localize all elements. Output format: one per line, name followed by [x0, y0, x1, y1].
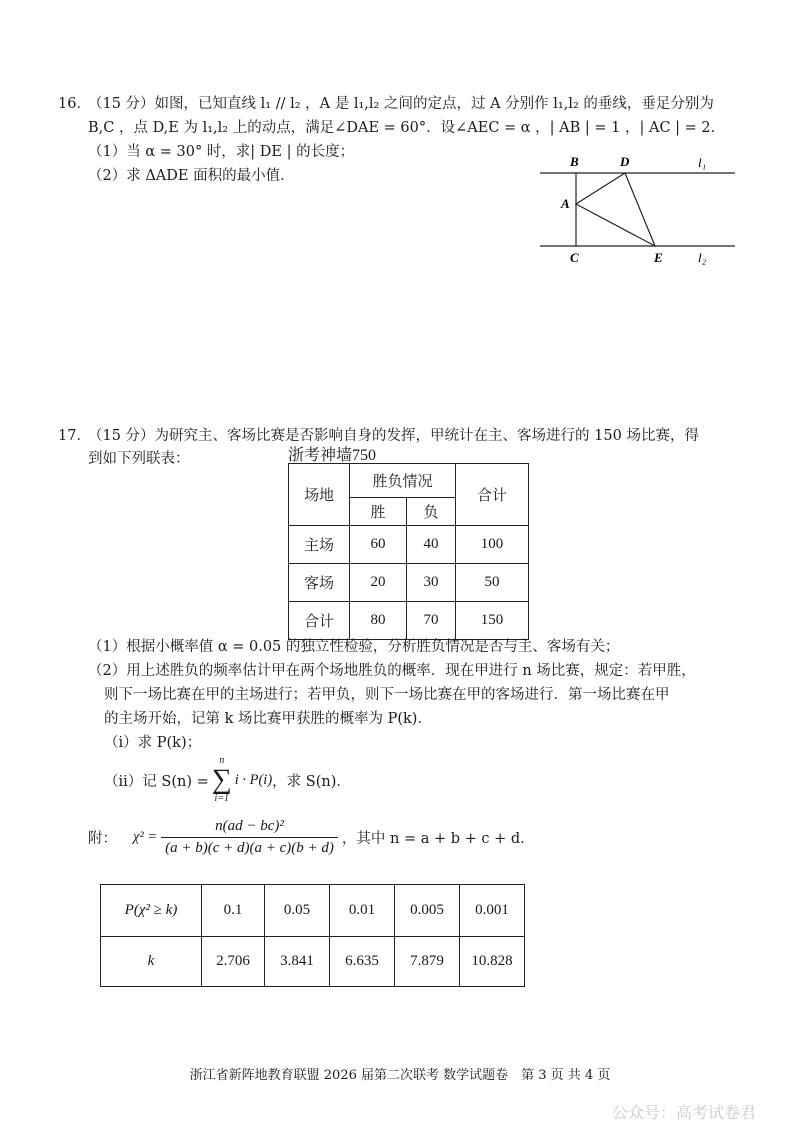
cell-win: 80	[350, 602, 407, 640]
cell-loss: 40	[407, 526, 456, 564]
q16-part2: （2）求 ΔADE 面积的最小值．	[88, 168, 295, 184]
label-l2: l₂	[698, 250, 707, 265]
chi-formula	[88, 818, 535, 857]
k-value: 6.635	[330, 937, 395, 987]
label-l1: l₁	[698, 155, 707, 170]
q17-number: 17．	[58, 428, 91, 444]
label-e: E	[654, 250, 663, 265]
header-loss: 负	[407, 498, 456, 526]
q16-part1: （1）当 α = 30° 时，求| DE | 的长度；	[88, 144, 355, 160]
k-value: 3.841	[265, 937, 330, 987]
cell-total: 150	[456, 602, 529, 640]
cell-loss: 30	[407, 564, 456, 602]
k-value: 7.879	[395, 937, 460, 987]
q17-part2-line1: （2）用上述胜负的频率估计甲在两个场地胜负的概率．现在甲进行 n 场比赛，规定：若甲胜，	[88, 663, 696, 679]
table-row	[289, 526, 529, 564]
table-row	[289, 602, 529, 640]
q16-stem-line2: B,C ，点 D,E 为 l₁,l₂ 上的动点，满足∠DAE = 60°．设∠AEC = α ，| AB | = 1 ，| AC | = 2．	[88, 120, 726, 136]
cell-win: 20	[350, 564, 407, 602]
q17-sub2	[104, 756, 351, 804]
cell-win: 60	[350, 526, 407, 564]
row-label: 合计	[289, 602, 350, 640]
summation	[212, 756, 232, 804]
triangle-ade	[576, 173, 655, 246]
header-result: 胜负情况	[350, 464, 456, 498]
q17-sub1: （i）求 P(k)；	[104, 735, 202, 751]
chi-numerator: n(ad − bc)²	[161, 818, 338, 838]
q17-stem-line2: 到如下列联表：	[88, 451, 190, 467]
sigma-icon: ∑	[211, 764, 232, 795]
chi-lhs: χ² =	[133, 829, 158, 845]
k-value: 2.706	[202, 937, 265, 987]
q17-watermark: 浙考神墙750	[288, 447, 377, 464]
label-a: A	[561, 196, 570, 211]
label-c: C	[570, 250, 579, 265]
cell-loss: 70	[407, 602, 456, 640]
q17-stem-line1: （15 分）为研究主、客场比赛是否影响自身的发挥，甲统计在主、客场进行的 150 场比赛，得	[88, 428, 699, 444]
page-footer: 浙江省新阵地教育联盟 2026 届第二次联考 数学试题卷 第 3 页 共 4 页	[189, 1068, 611, 1083]
brand-watermark: 公众号：高考试卷君	[612, 1103, 757, 1122]
sum-body: i · P(i)	[234, 771, 273, 788]
header-total: 合计	[456, 464, 529, 526]
chi-denominator: (a + b)(c + d)(a + c)(b + d)	[165, 840, 334, 856]
chi-suffix: ，其中 n = a + b + c + d．	[341, 831, 535, 847]
header-venue: 场地	[289, 464, 350, 526]
cell-total: 50	[456, 564, 529, 602]
row-label: 主场	[289, 526, 350, 564]
p-value: 0.001	[460, 885, 525, 937]
p-value: 0.1	[202, 885, 265, 937]
cell-total: 100	[456, 526, 529, 564]
appendix-label: 附：	[88, 831, 117, 847]
sum-upper: n	[219, 755, 225, 766]
p-value: 0.05	[265, 885, 330, 937]
table-row	[101, 885, 525, 937]
q16-stem-line1: （15 分）如图，已知直线 l₁ // l₂ ，A 是 l₁,l₂ 之间的定点，过 A 分别作 l₁,l₂ 的垂线，垂足分别为	[88, 96, 714, 112]
label-d: D	[620, 154, 630, 169]
q17-part2-line3: 的主场开始，记第 k 场比赛甲获胜的概率为 P(k)．	[104, 711, 432, 727]
label-b: B	[570, 154, 579, 169]
contingency-table	[288, 463, 529, 640]
sub2-suffix: ，求 S(n)．	[272, 773, 351, 790]
row2-label: k	[101, 937, 202, 987]
row-label: 客场	[289, 564, 350, 602]
q17-part1: （1）根据小概率值 α = 0.05 的独立性检验，分析胜负情况是否与主、客场有关；	[88, 639, 620, 655]
chi-fraction	[161, 818, 338, 857]
sub2-prefix: （ii）记 S(n) =	[104, 773, 209, 790]
row1-label: P(χ² ≥ k)	[101, 885, 202, 937]
q16-figure	[530, 150, 740, 270]
table-row	[289, 564, 529, 602]
p-value: 0.01	[330, 885, 395, 937]
chi-critical-table	[100, 884, 525, 987]
table-row	[101, 937, 525, 987]
q16-number: 16．	[58, 96, 91, 112]
k-value: 10.828	[460, 937, 525, 987]
p-value: 0.005	[395, 885, 460, 937]
header-win: 胜	[350, 498, 407, 526]
sum-lower: i=1	[214, 793, 229, 804]
q17-part2-line2: 则下一场比赛在甲的主场进行；若甲负，则下一场比赛在甲的客场进行．第一场比赛在甲	[104, 687, 670, 703]
